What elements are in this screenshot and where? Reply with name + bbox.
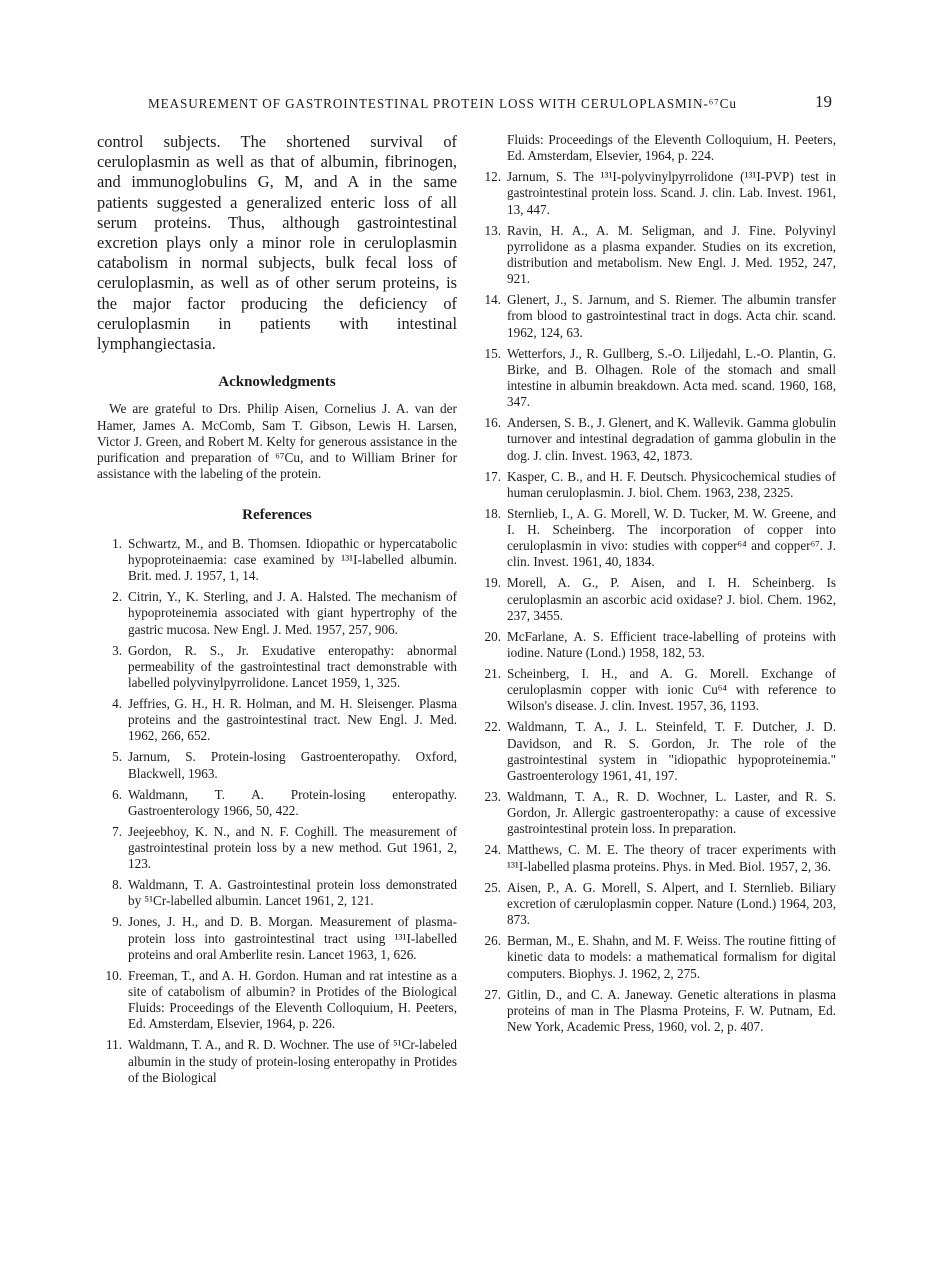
reference-text: Berman, M., E. Shahn, and M. F. Weiss. The routine fitting of kinetic data to models: a mathematical formalism for digital computers. Biophys. J. 1962, 2, 275. (507, 933, 836, 981)
reference-text: Wetterfors, J., R. Gullberg, S.-O. Liljedahl, L.-O. Plantin, G. Birke, and B. Olhagen. Role of the stomach and small intestine in albumin breakdown. Acta med. scand. 1960, 168, 347. (507, 345, 836, 410)
reference-item (97, 824, 457, 873)
reference-number: 20. (484, 628, 501, 644)
reference-text: Waldmann, T. A., and R. D. Wochner. The use of ⁵¹Cr-labeled albumin in the study of protein-losing enteropathy in Protides of the Biological (128, 1037, 457, 1085)
reference-text: Waldmann, T. A. Protein-losing enteropathy. Gastroenterology 1966, 50, 422. (128, 786, 457, 818)
reference-item (97, 696, 457, 745)
reference-number: 1. (112, 535, 122, 551)
reference-text: Morell, A. G., P. Aisen, and I. H. Scheinberg. Is ceruloplasmin an ascorbic acid oxidase? J. biol. Chem. 1962, 237, 3455. (507, 575, 836, 623)
reference-text: Jeffries, G. H., H. R. Holman, and M. H. Sleisenger. Plasma proteins and the gastrointestinal tract. New Engl. J. Med. 1962, 266, 652. (128, 695, 457, 744)
reference-item (476, 575, 836, 624)
reference-text: Jarnum, S. The ¹³¹I-polyvinylpyrrolidone (¹³¹I-PVP) test in gastrointestinal protein loss. Scand. J. clin. Lab. Invest. 1961, 13, 447. (507, 169, 836, 217)
reference-item (97, 877, 457, 909)
running-head: MEASUREMENT OF GASTROINTESTINAL PROTEIN LOSS WITH CERULOPLASMIN-⁶⁷Cu (148, 96, 737, 111)
reference-item (97, 968, 457, 1033)
reference-number: 12. (484, 169, 501, 185)
reference-item (476, 842, 836, 874)
reference-text: Matthews, C. M. E. The theory of tracer experiments with ¹³¹I-labelled plasma proteins. Phys. in Med. Biol. 1957, 2, 36. (507, 842, 836, 874)
reference-number: 27. (484, 986, 501, 1002)
reference-item (476, 666, 836, 715)
reference-text: Glenert, J., S. Jarnum, and S. Riemer. The albumin transfer from blood to gastrointestinal tract in dogs. Acta chir. scand. 1962, 124, 63. (507, 292, 836, 340)
reference-number: 25. (484, 879, 501, 895)
reference-item (97, 1037, 457, 1086)
reference-item (476, 223, 836, 288)
reference-text: Waldmann, T. A., J. L. Steinfeld, T. F. Dutcher, J. D. Davidson, and R. S. Gordon, Jr. The role of the gastrointestinal system in "idiopathic hypoproteinemia." Gastroenterology 1961, 41, 197. (507, 719, 836, 784)
references-list-left (97, 536, 457, 1086)
reference-text: Scheinberg, I. H., and A. G. Morell. Exchange of ceruloplasmin copper with ionic Cu⁶⁴ with reference to Wilson's disease. J. clin. Invest. 1957, 36, 1193. (507, 666, 836, 714)
reference-number: 26. (484, 933, 501, 949)
reference-item (476, 469, 836, 501)
acknowledgments-heading: Acknowledgments (218, 374, 336, 391)
reference-text: Sternlieb, I., A. G. Morell, W. D. Tucker, M. W. Greene, and I. H. Scheinberg. The incorporation of copper into ceruloplasmin in vivo: studies with copper⁶⁴ and copper⁶⁷. J. clin. Invest. 1961, 40, 1834. (507, 505, 836, 570)
reference-number: 2. (112, 589, 122, 605)
reference-number: 8. (112, 877, 122, 893)
reference-item (476, 789, 836, 838)
reference-item (476, 346, 836, 411)
reference-item (97, 787, 457, 819)
reference-text: Gordon, R. S., Jr. Exudative enteropathy: abnormal permeability of the gastrointestinal tract demonstrable with labelled polyvinylpyrrolidone. Lancet 1959, 1, 325. (128, 642, 457, 690)
reference-number: 22. (484, 719, 501, 735)
reference-text: Aisen, P., A. G. Morell, S. Alpert, and I. Sternlieb. Biliary excretion of cæruloplasmin copper. Nature (Lond.) 1964, 203, 873. (507, 879, 836, 928)
reference-number: 15. (484, 345, 501, 361)
reference-item (476, 169, 836, 218)
reference-number: 19. (484, 575, 501, 591)
reference-text: Schwartz, M., and B. Thomsen. Idiopathic or hypercatabolic hypoproteinaemia: case examined by ¹³¹I-labelled albumin. Brit. med. J. 1957, 1, 14. (128, 535, 457, 584)
reference-text: Citrin, Y., K. Sterling, and J. A. Halsted. The mechanism of hypoproteinemia associated with giant hypertrophy of the gastric mucosa. New Engl. J. Med. 1957, 257, 906. (128, 589, 457, 637)
reference-text: Ravin, H. A., A. M. Seligman, and J. Fine. Polyvinyl pyrrolidone as a plasma expander. Studies on its excretion, distribution and metabolism. New Engl. J. Med. 1952, 247, 921. (507, 222, 836, 287)
reference-text: Jones, J. H., and D. B. Morgan. Measurement of plasma-protein loss into gastrointestinal tract using ¹³¹I-labelled proteins and oral Amberlite resin. Lancet 1963, 1, 626. (128, 914, 457, 962)
reference-item (97, 643, 457, 692)
reference-number: 10. (105, 967, 122, 983)
references-list-right (476, 132, 836, 1035)
right-column (476, 132, 836, 1040)
page-number: 19 (815, 92, 832, 111)
reference-text: Kasper, C. B., and H. F. Deutsch. Physicochemical studies of human ceruloplasmin. J. biol. Chem. 1963, 238, 2325. (507, 468, 836, 500)
reference-item (97, 749, 457, 781)
acknowledgments-text: We are grateful to Drs. Philip Aisen, Cornelius J. A. van der Hamer, James A. McComb, Sam T. Gibson, Lewis H. Larsen, Victor J. Green, and Robert M. Kelty for generous assistance in the purification and preparation of ⁶⁷Cu, and to William Briner for assistance with the labeling of the protein. (97, 401, 457, 482)
reference-number: 4. (112, 695, 122, 711)
reference-number: 9. (112, 914, 122, 930)
reference-number: 21. (484, 666, 501, 682)
reference-number: 17. (484, 468, 501, 484)
reference-item (476, 933, 836, 982)
reference-number: 23. (484, 789, 501, 805)
reference-item (97, 589, 457, 638)
reference-text: Waldmann, T. A. Gastrointestinal protein loss demonstrated by ⁵¹Cr-labelled albumin. Lancet 1961, 2, 121. (128, 877, 457, 909)
reference-item (476, 880, 836, 929)
reference-item (97, 914, 457, 963)
reference-item (476, 719, 836, 784)
reference-text: Waldmann, T. A., R. D. Wochner, L. Laster, and R. S. Gordon, Jr. Allergic gastroenteropathy: a cause of excessive gastrointestinal protein loss. In preparation. (507, 789, 836, 837)
reference-item (476, 415, 836, 464)
reference-number: 5. (112, 749, 122, 765)
body-paragraph: control subjects. The shortened survival of ceruloplasmin as well as that of albumin, fibrinogen, and immunoglobulins G, M, and A in the same patients suggested a generalized enteric loss of all serum proteins. Thus, although gastrointestinal excretion plays only a minor role in ceruloplasmin catabolism in normal subjects, bulk fecal loss of ceruloplasmin, as well as of other serum proteins, is the major factor producing the deficiency of ceruloplasmin in patients with intestinal lymphangiectasia. (97, 132, 457, 354)
reference-number: 24. (484, 842, 501, 858)
reference-number: 16. (484, 415, 501, 431)
reference-item (476, 987, 836, 1036)
reference-number: 6. (112, 786, 122, 802)
reference-text: Jeejeebhoy, K. N., and N. F. Coghill. The measurement of gastrointestinal protein loss by a new method. Gut 1961, 2, 123. (128, 823, 457, 872)
reference-item (476, 292, 836, 341)
reference-text: Andersen, S. B., J. Glenert, and K. Wallevik. Gamma globulin turnover and intestinal degradation of gamma globulin in the dog. J. clin. Invest. 1963, 42, 1873. (507, 415, 836, 463)
reference-item (97, 536, 457, 585)
reference-number: 18. (484, 505, 501, 521)
reference-number: 7. (112, 823, 122, 839)
reference-number: 3. (112, 642, 122, 658)
references-heading: References (242, 506, 312, 523)
reference-number: 11. (106, 1037, 122, 1053)
reference-text: McFarlane, A. S. Efficient trace-labelling of proteins with iodine. Nature (Lond.) 1958, 182, 53. (507, 628, 836, 661)
reference-text: Fluids: Proceedings of the Eleventh Colloquium, H. Peeters, Ed. Amsterdam, Elsevier, 1964, p. 224. (507, 132, 836, 164)
reference-text: Jarnum, S. Protein-losing Gastroenteropathy. Oxford, Blackwell, 1963. (128, 749, 457, 781)
reference-number: 13. (484, 222, 501, 238)
reference-item (476, 629, 836, 661)
reference-text: Gitlin, D., and C. A. Janeway. Genetic alterations in plasma proteins of man in The Plasma Proteins, F. W. Putnam, Ed. New York, Academic Press, 1960, vol. 2, p. 407. (507, 986, 836, 1034)
reference-continuation (476, 132, 836, 164)
reference-item (476, 506, 836, 571)
reference-text: Freeman, T., and A. H. Gordon. Human and rat intestine as a site of catabolism of albumin? in Protides of the Biological Fluids: Proceedings of the Eleventh Colloquium, H. Peeters, Ed. Amsterdam, Elsevier, 1964, p. 226. (128, 967, 457, 1032)
left-column (97, 132, 457, 1091)
reference-number: 14. (484, 292, 501, 308)
